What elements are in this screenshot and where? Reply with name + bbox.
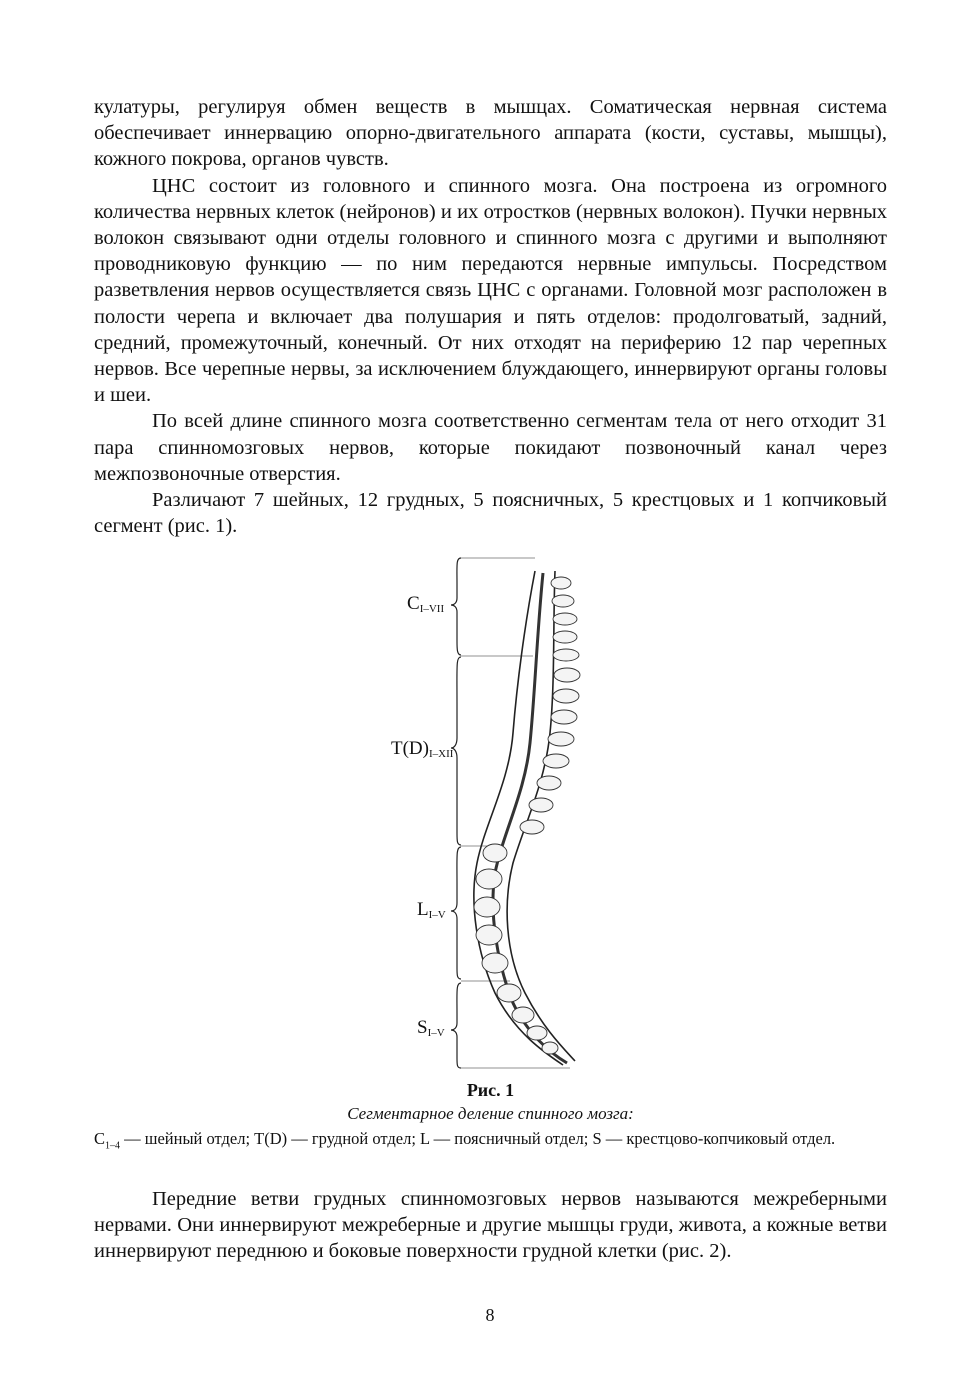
paragraph-4: Различают 7 шейных, 12 грудных, 5 поясничных, 5 крестцовых и 1 копчиковый сегмент (рис. 1). — [94, 489, 887, 538]
label-thoracic: $T(D)_{I-XII}$ — [391, 738, 454, 760]
brace-lumbar — [451, 847, 461, 979]
body-text-bottom — [94, 1186, 887, 1265]
figure-title: Рис. 1 — [466, 1080, 515, 1100]
figure-subtitle: Сегментарное деление спинного мозга: — [347, 1104, 634, 1123]
page-number: 8 — [485, 1305, 495, 1325]
spine-figure — [385, 553, 600, 1073]
paragraph-2: ЦНС состоит из головного и спинного мозга. Она построена из огромного количества нервных клеток (нейронов) и их отростков (нервных волокон). Пучки нервных волокон связывают одни отделы головного и спинного мозга с другими и выполняют проводниковую функцию — по ним передаются нервные импульсы. Посредством разветвления нервов осуществляется связь ЦНС с органами. Головной мозг расположен в полости черепа и включает два полушария и пять отделов: продолговатый, задний, средний, промежуточный, конечный. От них отходят на периферию 12 пар черепных нервов. Все черепные нервы, за исключением блуждающего, иннервируют органы головы и шеи. — [94, 174, 887, 407]
label-cervical: $C_{I-VII}$ — [407, 593, 445, 615]
label-sacral: $S_{I-V}$ — [417, 1017, 445, 1039]
label-lumbar: $L_{I-V}$ — [417, 899, 446, 921]
paragraph-1: кулатуры, регулируя обмен веществ в мышцах. Соматическая нервная система обеспечивает иннервацию опорно-двигательного аппарата (кости, суставы, мышцы), кожного покрова, органов чувств. — [94, 96, 887, 171]
brace-cervical — [451, 558, 461, 655]
figure-legend: $C_{1-4}$ — шейный отдел; T(D) — грудной отдел; L — поясничный отдел; S — крестцово-копчиковый отдел. — [94, 1129, 836, 1152]
paragraph-5: Передние ветви грудных спинномозговых нервов называются межреберными нервами. Они иннервируют межреберные и другие мышцы груди, живота, а кожные ветви иннервируют переднюю и боковые поверхности грудной клетки (рис. 2). — [94, 1188, 887, 1263]
spine-illustration — [385, 553, 600, 1073]
paragraph-3: По всей длине спинного мозга соответственно сегментам тела от него отходит 31 пара спинномозговых нервов, которые покидают позвоночный канал через межпозвоночные отверстия. — [94, 410, 887, 485]
brace-sacral — [451, 983, 461, 1068]
body-text-top — [94, 94, 887, 539]
